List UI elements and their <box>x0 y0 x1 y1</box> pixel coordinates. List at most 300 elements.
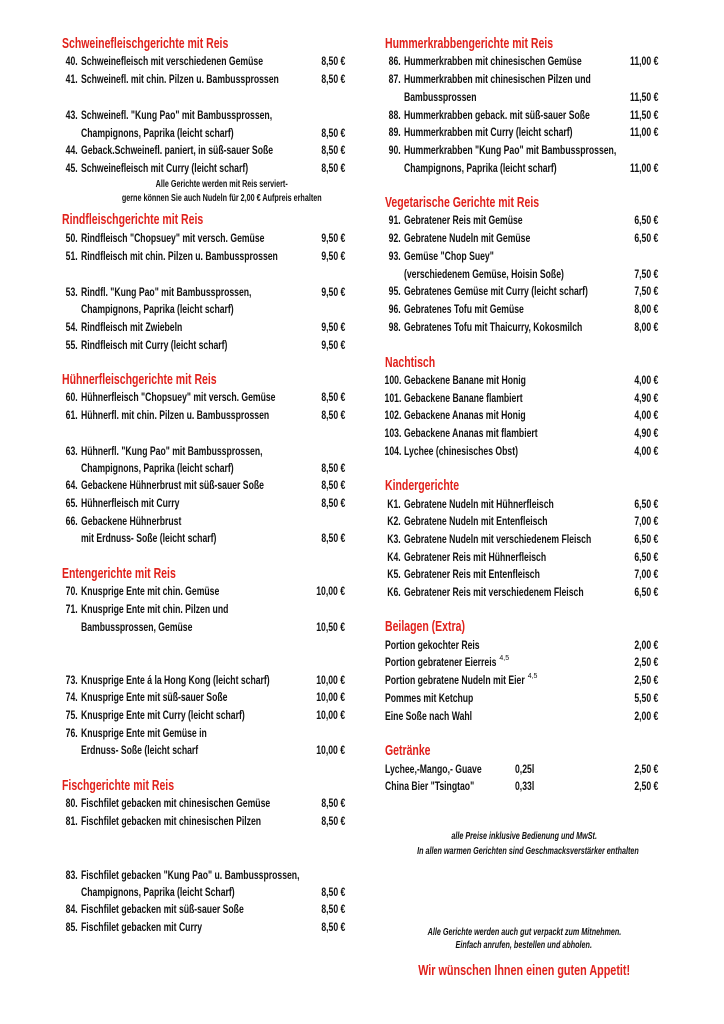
greeting <box>374 962 674 980</box>
item-number-text: 102. <box>384 408 401 422</box>
takeaway-note-text: Alle Gerichte werden auch gut verpackt zum Mitnehmen. <box>427 927 621 938</box>
item-number <box>361 282 401 300</box>
item-price-text: 8,50 € <box>320 54 345 68</box>
section-heading-text: Hühnerfleischgerichte mit Reis <box>62 371 217 388</box>
item-name-text: Hühnerfl. "Kung Pao" mit Bambussprossen, <box>81 444 263 458</box>
section-heading <box>385 194 605 212</box>
item-name-text: Geback.Schweinefl. paniert, in süß-sauer Soße <box>81 143 274 157</box>
item-price <box>578 583 658 601</box>
item-number <box>361 548 401 566</box>
item-name-text: Hühnerfleisch "Chopsuey" mit versch. Gemüse <box>81 390 276 404</box>
item-name <box>404 442 562 460</box>
item-price-text: 5,50 € <box>633 691 658 705</box>
item-number <box>38 283 78 301</box>
item-name <box>81 866 384 884</box>
item-name-text: Knusprige Ente mit chin. Gemüse <box>81 584 220 598</box>
section-heading <box>385 742 450 760</box>
item-name <box>81 336 284 354</box>
item-price <box>578 371 658 389</box>
item-name-text: Fischfilet gebacken mit süß-sauer Soße <box>81 902 244 916</box>
additives-note-text: In allen warmen Gerichten sind Geschmacksverstärker enthalten <box>417 846 639 857</box>
item-number-text: 86. <box>388 54 401 68</box>
item-name-text: Hummerkrabben geback. mit süß-sauer Soße <box>404 108 590 122</box>
item-price <box>578 318 658 336</box>
item-price <box>265 247 345 265</box>
pickup-note-text: Einfach anrufen, bestellen und abholen. <box>455 940 593 951</box>
item-number-text: 51. <box>65 249 78 263</box>
item-number <box>361 442 401 460</box>
item-number <box>38 866 78 884</box>
item-name-text: Gebratener Reis mit Gemüse <box>404 213 523 227</box>
item-name-text: Hummerkrabben "Kung Pao" mit Bambussprossen, <box>404 143 617 157</box>
item-price-text: 8,50 € <box>320 920 345 934</box>
item-price <box>265 741 345 759</box>
item-price-text: 8,00 € <box>633 302 658 316</box>
item-number-text: 85. <box>65 920 78 934</box>
item-price-text: 8,00 € <box>633 320 658 334</box>
item-price-text: 11,00 € <box>629 161 658 175</box>
item-name-text: Champignons, Paprika (leicht Scharf) <box>81 885 235 899</box>
item-price-text: 8,50 € <box>320 796 345 810</box>
item-number <box>38 70 78 88</box>
item-name <box>81 618 236 636</box>
item-number <box>38 318 78 336</box>
item-name-text: Rindfleisch mit Zwiebeln <box>81 320 183 334</box>
item-name-text: Knusprige Ente mit süß-sauer Soße <box>81 690 228 704</box>
allergen-note: 4,5 <box>499 655 510 662</box>
item-number-text: 70. <box>65 584 78 598</box>
item-name-text: Eine Soße nach Wahl <box>385 709 473 723</box>
item-price-text: 8,50 € <box>320 496 345 510</box>
item-price <box>578 671 658 689</box>
item-name <box>385 760 519 778</box>
item-name-text: Gebratene Nudeln mit Hühnerfleisch <box>404 497 554 511</box>
item-name-text: Lychee,-Mango,- Guave <box>385 762 482 776</box>
item-number <box>361 123 401 141</box>
item-number <box>361 52 401 70</box>
item-name <box>385 653 540 671</box>
item-name <box>81 124 293 142</box>
section-heading-text: Schweinefleischgerichte mit Reis <box>62 35 229 52</box>
item-price <box>265 618 345 636</box>
item-price-text: 10,00 € <box>316 584 345 598</box>
item-price-text: 4,00 € <box>633 408 658 422</box>
section-heading <box>62 35 300 53</box>
item-price <box>578 52 658 70</box>
section-heading <box>385 35 625 53</box>
item-name-text: Gebackene Ananas mit Honig <box>404 408 526 422</box>
item-price-text: 6,50 € <box>633 550 658 564</box>
item-name-text: Gebratene Nudeln mit verschiedenem Fleisch <box>404 532 592 546</box>
item-name-text: Rindfleisch "Chopsuey" mit versch. Gemüse <box>81 231 265 245</box>
item-name <box>81 529 269 547</box>
item-number-text: 96. <box>388 302 401 316</box>
item-number-text: 43. <box>65 108 78 122</box>
item-price-text: 8,50 € <box>320 408 345 422</box>
item-number <box>361 583 401 601</box>
item-name-text: Gebratener Reis mit Hühnerfleisch <box>404 550 547 564</box>
item-name <box>385 671 579 689</box>
item-number-text: 73. <box>65 673 78 687</box>
item-name-text: Pommes mit Ketchup <box>385 691 474 705</box>
item-name-text: Hummerkrabben mit chinesischen Gemüse <box>404 54 582 68</box>
item-price <box>265 283 345 301</box>
item-price-text: 8,50 € <box>320 531 345 545</box>
item-number-text: 63. <box>65 444 78 458</box>
item-number <box>38 406 78 424</box>
item-number-text: 100. <box>384 373 401 387</box>
item-name <box>81 494 218 512</box>
item-number-text: 74. <box>65 690 78 704</box>
item-price <box>265 582 345 600</box>
item-name <box>404 141 699 159</box>
item-name <box>81 582 273 600</box>
item-name <box>81 918 249 936</box>
item-number <box>38 141 78 159</box>
item-name-text: Champignons, Paprika (leicht scharf) <box>81 461 234 475</box>
item-number-text: 40. <box>65 54 78 68</box>
item-price <box>578 106 658 124</box>
item-number-text: 91. <box>388 213 401 227</box>
item-price-text: 11,00 € <box>629 54 658 68</box>
item-name <box>404 247 529 265</box>
item-name-text: Gebackene Banane flambiert <box>404 391 523 405</box>
item-price-text: 10,50 € <box>316 620 345 634</box>
item-number <box>38 582 78 600</box>
item-number <box>38 476 78 494</box>
item-price-text: 11,50 € <box>629 108 658 122</box>
item-number-text: 76. <box>65 726 78 740</box>
item-price-text: 8,50 € <box>320 161 345 175</box>
item-price-text: 8,50 € <box>320 478 345 492</box>
item-number <box>361 512 401 530</box>
item-name-text: Knusprige Ente mit Curry (leicht scharf) <box>81 708 245 722</box>
item-number-text: 80. <box>65 796 78 810</box>
item-price <box>578 123 658 141</box>
item-number <box>38 106 78 124</box>
item-price <box>578 282 658 300</box>
additives-note <box>374 841 674 859</box>
item-price-text: 8,50 € <box>320 72 345 86</box>
item-volume <box>515 760 542 778</box>
item-name <box>385 689 508 707</box>
item-price <box>578 548 658 566</box>
item-number <box>361 300 401 318</box>
item-name-text: Champignons, Paprika (leicht scharf) <box>404 161 557 175</box>
item-number-text: 60. <box>65 390 78 404</box>
item-name-text: Schweinefl. "Kung Pao" mit Bambussprossen, <box>81 108 273 122</box>
section-heading-text: Kindergerichte <box>385 477 460 494</box>
item-price <box>578 636 658 654</box>
item-number-text: 98. <box>388 320 401 334</box>
item-name <box>404 406 573 424</box>
item-number-text: K6. <box>387 585 401 599</box>
item-number <box>38 247 78 265</box>
item-number <box>361 565 401 583</box>
item-price-text: 6,50 € <box>633 231 658 245</box>
item-price <box>265 459 345 477</box>
item-price <box>265 388 345 406</box>
item-price <box>578 424 658 442</box>
item-price-text: 9,50 € <box>320 231 345 245</box>
item-name-text: Fischfilet gebacken mit chinesischen Pilzen <box>81 814 262 828</box>
item-name <box>81 459 293 477</box>
item-price-text: 2,00 € <box>633 709 658 723</box>
item-name-text: Gemüse "Chop Suey" <box>404 249 494 263</box>
section-heading-text: Rindfleischgerichte mit Reis <box>62 211 204 228</box>
section-heading <box>62 211 264 229</box>
item-price <box>265 406 345 424</box>
item-name <box>81 724 256 742</box>
item-name <box>81 741 244 759</box>
item-name <box>404 548 601 566</box>
item-name-text: Schweinefleisch mit Curry (leicht scharf) <box>81 161 249 175</box>
item-price-text: 6,50 € <box>633 497 658 511</box>
item-name-text: Hühnerfleisch mit Curry <box>81 496 180 510</box>
item-volume <box>515 777 542 795</box>
item-number <box>38 336 78 354</box>
rice-note-text: gerne können Sie auch Nudeln für 2,00 € Aufpreis erhalten <box>122 193 322 204</box>
item-price-text: 7,00 € <box>633 514 658 528</box>
item-number <box>38 442 78 460</box>
item-price-text: 11,50 € <box>629 90 658 104</box>
item-number <box>38 900 78 918</box>
item-number <box>38 812 78 830</box>
item-name-text: Schweinefleisch mit verschiedenen Gemüse <box>81 54 264 68</box>
item-price-text: 7,50 € <box>633 284 658 298</box>
item-price <box>265 883 345 901</box>
item-price-text: 2,50 € <box>633 762 658 776</box>
item-price <box>578 265 658 283</box>
item-number-text: 41. <box>65 72 78 86</box>
item-number-text: K4. <box>387 550 401 564</box>
item-price <box>578 512 658 530</box>
item-price <box>265 918 345 936</box>
item-name-text: China Bier "Tsingtao" <box>385 779 475 793</box>
item-price-text: 9,50 € <box>320 249 345 263</box>
item-number-text: 95. <box>388 284 401 298</box>
item-name-text: Gebackene Ananas mit flambiert <box>404 426 538 440</box>
item-name <box>385 636 516 654</box>
item-price <box>578 442 658 460</box>
item-number <box>38 688 78 706</box>
item-name-text: Gebratene Nudeln mit Entenfleisch <box>404 514 548 528</box>
item-name-text: Hummerkrabben mit chinesischen Pilzen und <box>404 72 591 86</box>
item-price <box>578 653 658 671</box>
item-name <box>404 512 603 530</box>
item-price <box>578 689 658 707</box>
item-number-text: K5. <box>387 567 401 581</box>
item-price-text: 2,50 € <box>633 655 658 669</box>
item-number <box>361 389 401 407</box>
item-name-text: Fischfilet gebacken "Kung Pao" u. Bambussprossen, <box>81 868 300 882</box>
item-price <box>578 229 658 247</box>
item-name <box>404 70 663 88</box>
item-volume-text: 0,33l <box>515 779 535 793</box>
item-number <box>38 706 78 724</box>
item-price-text: 10,00 € <box>316 690 345 704</box>
item-number-text: 81. <box>65 814 78 828</box>
item-name-text: Gebratener Reis mit Entenfleisch <box>404 567 540 581</box>
item-number <box>38 600 78 618</box>
item-number <box>361 424 401 442</box>
item-price <box>578 300 658 318</box>
item-number <box>361 406 401 424</box>
item-name-text: Bambussprossen, Gemüse <box>81 620 193 634</box>
item-name-text: Lychee (chinesisches Obst) <box>404 444 518 458</box>
item-number-text: 53. <box>65 285 78 299</box>
item-price <box>265 688 345 706</box>
item-name-text: Fischfilet gebacken mit Curry <box>81 920 202 934</box>
item-name <box>81 318 222 336</box>
item-name <box>404 371 573 389</box>
item-number-text: 44. <box>65 143 78 157</box>
item-price-text: 9,50 € <box>320 320 345 334</box>
item-price-text: 8,50 € <box>320 814 345 828</box>
section-heading-text: Nachtisch <box>385 354 436 371</box>
item-number-text: K1. <box>387 497 401 511</box>
item-name <box>404 389 569 407</box>
section-heading <box>62 777 222 795</box>
item-price-text: 4,90 € <box>633 391 658 405</box>
item-number <box>361 318 401 336</box>
item-number-text: 89. <box>388 125 401 139</box>
item-price-text: 7,00 € <box>633 567 658 581</box>
item-name-text: Portion gekochter Reis <box>385 638 480 652</box>
item-name <box>404 211 569 229</box>
section-heading <box>62 371 283 389</box>
allergen-note: 4,5 <box>527 673 538 680</box>
item-price-text: 8,50 € <box>320 461 345 475</box>
item-number-text: 65. <box>65 496 78 510</box>
item-price <box>265 476 345 494</box>
item-name-text: Schweinefl. mit chin. Pilzen u. Bambussprossen <box>81 72 279 86</box>
item-name-text: Gebratenes Gemüse mit Curry (leicht scharf) <box>404 284 588 298</box>
item-number-text: K2. <box>387 514 401 528</box>
item-number-text: 83. <box>65 868 78 882</box>
item-price-text: 2,00 € <box>633 638 658 652</box>
item-name-text: Portion gebratene Nudeln mit Eier <box>385 673 525 687</box>
item-price <box>578 777 658 795</box>
greeting-text: Wir wünschen Ihnen einen guten Appetit! <box>418 962 630 979</box>
item-number <box>38 494 78 512</box>
item-number-text: 55. <box>65 338 78 352</box>
item-price <box>578 707 658 725</box>
item-number <box>361 530 401 548</box>
section-heading-text: Fischgerichte mit Reis <box>62 777 175 794</box>
item-number-text: 54. <box>65 320 78 334</box>
item-name-text: Erdnuss- Soße (leicht scharf <box>81 743 199 757</box>
section-heading-text: Hummerkrabbengerichte mit Reis <box>385 35 554 52</box>
item-name <box>404 229 579 247</box>
item-name <box>385 707 506 725</box>
item-price-text: 4,00 € <box>633 373 658 387</box>
item-number <box>361 70 401 88</box>
item-price-text: 10,00 € <box>316 673 345 687</box>
item-name <box>81 883 294 901</box>
item-number <box>38 512 78 530</box>
item-price-text: 8,50 € <box>320 885 345 899</box>
item-number <box>361 211 401 229</box>
item-number-text: 61. <box>65 408 78 422</box>
item-name-text: Rindfleisch mit Curry (leicht scharf) <box>81 338 228 352</box>
item-number-text: 92. <box>388 231 401 245</box>
item-price <box>265 900 345 918</box>
item-price-text: 2,50 € <box>633 779 658 793</box>
item-name <box>81 600 286 618</box>
item-number <box>361 106 401 124</box>
item-name <box>404 300 570 318</box>
item-price-text: 7,50 € <box>633 267 658 281</box>
item-price <box>265 529 345 547</box>
item-price <box>265 794 345 812</box>
item-number <box>38 671 78 689</box>
item-name-text: Rindfleisch mit chin. Pilzen u. Bambussprossen <box>81 249 278 263</box>
item-price <box>578 495 658 513</box>
item-number <box>361 229 401 247</box>
item-price-text: 4,90 € <box>633 426 658 440</box>
item-name-text: Hühnerfl. mit chin. Pilzen u. Bambussprossen <box>81 408 270 422</box>
item-price <box>265 124 345 142</box>
item-name-text: Gebratenes Tofu mit Gemüse <box>404 302 524 316</box>
item-number-text: 90. <box>388 143 401 157</box>
item-price <box>265 706 345 724</box>
item-price <box>578 159 658 177</box>
item-name-text: Gebratenes Tofu mit Thaicurry, Kokosmilch <box>404 320 583 334</box>
item-name <box>81 442 333 460</box>
item-name-text: Knusprige Ente á la Hong Kong (leicht scharf) <box>81 673 270 687</box>
item-name-text: Champignons, Paprika (leicht scharf) <box>81 302 234 316</box>
item-name <box>81 106 346 124</box>
item-price <box>265 494 345 512</box>
pickup-note <box>374 935 674 953</box>
section-heading-text: Vegetarische Gerichte mit Reis <box>385 194 540 211</box>
item-price-text: 9,50 € <box>320 285 345 299</box>
item-price <box>578 530 658 548</box>
item-price-text: 11,00 € <box>629 125 658 139</box>
item-price-text: 6,50 € <box>633 213 658 227</box>
item-name-text: Portion gebratener Eierreis <box>385 655 497 669</box>
item-number <box>38 229 78 247</box>
item-price <box>578 406 658 424</box>
item-number-text: 104. <box>384 444 401 458</box>
item-price-text: 9,50 € <box>320 338 345 352</box>
item-price <box>578 760 658 778</box>
item-price-text: 8,50 € <box>320 126 345 140</box>
section-heading-text: Getränke <box>385 742 431 759</box>
item-price <box>265 52 345 70</box>
item-price <box>265 671 345 689</box>
item-name-text: Bambussprossen <box>404 90 477 104</box>
item-number <box>38 52 78 70</box>
item-name-text: Gebackene Hühnerbrust mit süß-sauer Soße <box>81 478 264 492</box>
item-number-text: K3. <box>387 532 401 546</box>
item-number <box>38 388 78 406</box>
item-price-text: 10,00 € <box>316 708 345 722</box>
item-name-text: Gebratener Reis mit verschiedenem Fleisch <box>404 585 584 599</box>
item-number-text: 103. <box>384 426 401 440</box>
item-price-text: 2,50 € <box>633 673 658 687</box>
item-number <box>361 247 401 265</box>
item-number-text: 88. <box>388 108 401 122</box>
item-number-text: 75. <box>65 708 78 722</box>
item-name-text: (verschiedenem Gemüse, Hoisin Soße) <box>404 267 564 281</box>
item-number-text: 93. <box>388 249 401 263</box>
item-number <box>38 794 78 812</box>
item-price <box>265 141 345 159</box>
item-number-text: 64. <box>65 478 78 492</box>
item-number-text: 45. <box>65 161 78 175</box>
